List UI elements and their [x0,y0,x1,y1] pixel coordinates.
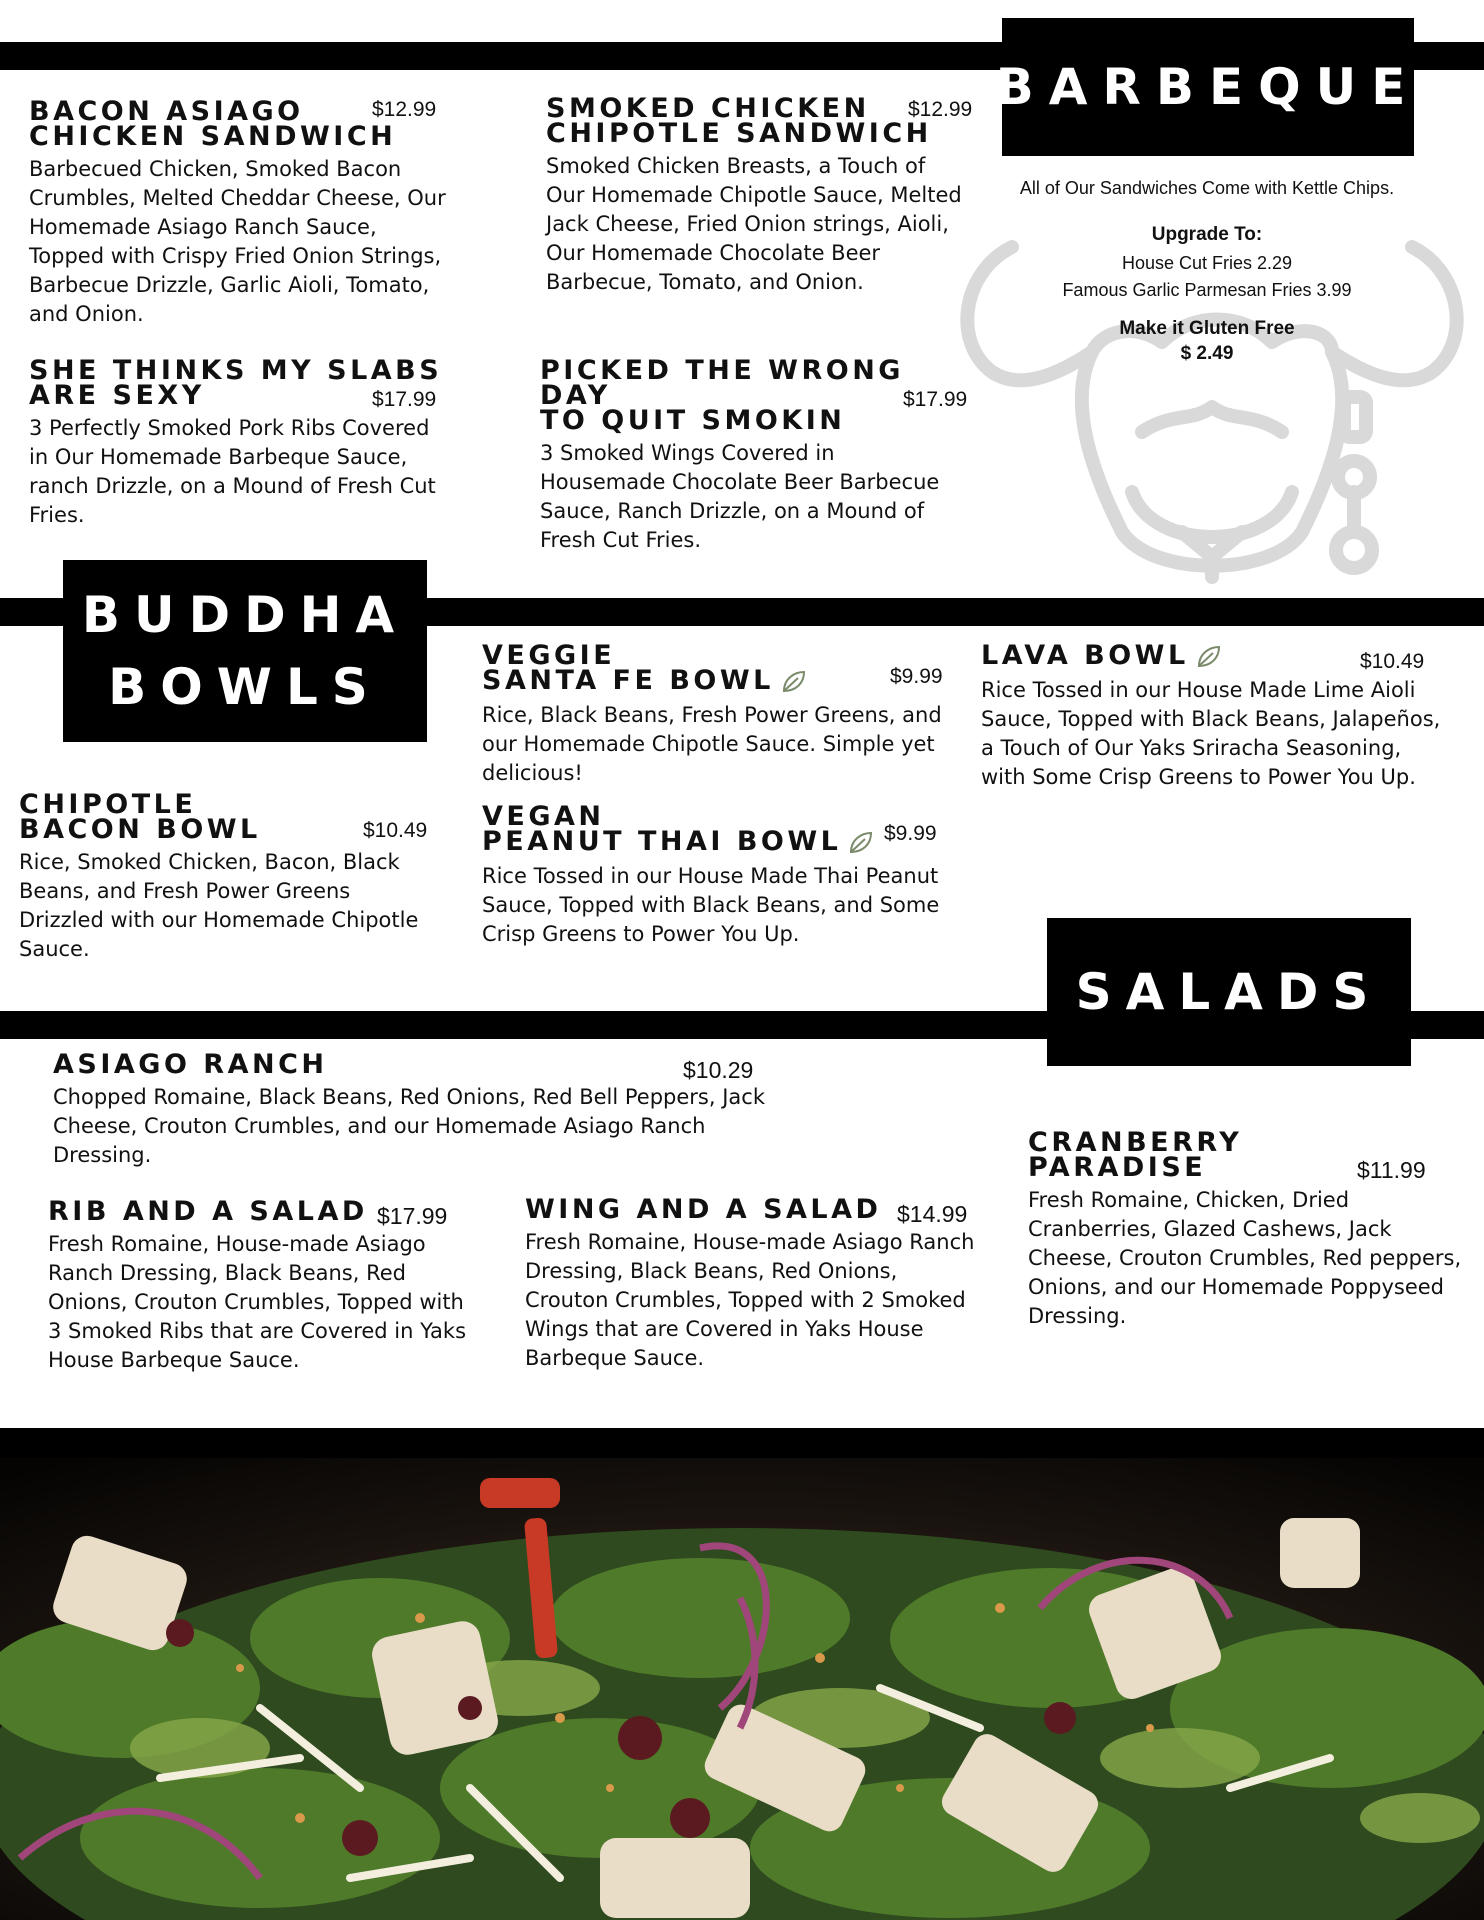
barbeque-header [995,18,1421,156]
buddha-title-line2: BOWLS [108,658,382,716]
item-name: RIB AND A SALAD [48,1196,368,1227]
item-description: 3 Smoked Wings Covered in Housemade Chocolate Beer Barbecue Sauce, Ranch Drizzle, on a Mound of Fresh Cut Fries. [540,441,940,552]
item-price: $17.99 [372,388,437,411]
item-description: Fresh Romaine, House-made Asiago Ranch Dressing, Black Beans, Red Onions, Crouton Crumbles, Topped with 3 Smoked Ribs that are Covered in Yaks House Barbeque Sauce. [48,1232,467,1372]
menu-item-chipotle-bacon-bowl [19,789,439,964]
item-description: Smoked Chicken Breasts, a Touch of Our Homemade Chipotle Sauce, Melted Jack Cheese, Fried Onion strings, Aioli, Our Homemade Chocolate Beer Barbecue, Tomato, and Onion. [546,154,962,294]
salads-header [1047,918,1411,1066]
leaf-icon [847,830,875,856]
barbeque-title: BARBEQUE [995,58,1421,116]
item-description: Rice Tossed in our House Made Lime Aioli Sauce, Topped with Black Beans, Jalapeños, a Touch of Our Yaks Sriracha Seasoning, with Some Crisp Greens to Power You Up. [981,677,1441,789]
item-price: $12.99 [908,98,973,121]
item-name: VEGAN PEANUT THAI BOWL [482,801,842,857]
item-name: PICKED THE WRONG DAY TO QUIT SMOKIN [540,355,904,436]
item-name: WING AND A SALAD [525,1194,882,1225]
item-name: BACON ASIAGO CHICKEN SANDWICH [29,96,397,152]
menu-item-smoked-chicken-chipotle [546,93,966,297]
item-price: $17.99 [377,1203,448,1229]
item-description: Chopped Romaine, Black Beans, Red Onions, Red Bell Peppers, Jack Cheese, Crouton Crumbles, and our Homemade Asiago Ranch Dressing. [53,1085,765,1167]
salads-title: SALADS [1075,963,1383,1021]
item-name: CHIPOTLE BACON BOWL [19,789,261,845]
menu-item-slabs [29,355,459,530]
item-price: $10.49 [363,819,428,842]
item-name: ASIAGO RANCH [53,1049,328,1080]
upgrade-title: Upgrade To: [1151,224,1263,245]
item-description: 3 Perfectly Smoked Pork Ribs Covered in Our Homemade Barbeque Sauce, ranch Drizzle, on a Mound of Fresh Cut Fries. [29,416,436,527]
item-price: $9.99 [884,822,937,845]
item-name: CRANBERRY PARADISE [1028,1127,1243,1183]
item-price: $12.99 [372,98,437,121]
menu-item-bacon-asiago [29,96,449,329]
gluten-free-price: $ 2.49 [1180,343,1234,364]
menu-item-asiago-ranch [53,1049,793,1170]
item-name-wrap [482,801,942,857]
chips-note: All of Our Sandwiches Come with Kettle Chips. [1019,178,1395,198]
item-price: $10.29 [683,1057,754,1083]
item-name: SHE THINKS MY SLABS ARE SEXY [29,355,443,411]
item-price: $10.49 [1360,650,1425,673]
leaf-icon [1195,644,1223,670]
item-description: Rice, Smoked Chicken, Bacon, Black Beans, and Fresh Power Greens Drizzled with our Homemade Chipotle Sauce. [19,850,419,961]
item-description: Fresh Romaine, House-made Asiago Ranch Dressing, Black Beans, Red Onions, Crouton Crumbles, Topped with 2 Smoked Wings that are Covered in Yaks House Barbeque Sauce. [525,1230,975,1370]
upgrade-fries: House Cut Fries 2.29 [1121,253,1293,273]
upgrade-garlic-fries: Famous Garlic Parmesan Fries 3.99 [1062,280,1352,300]
item-description: Rice, Black Beans, Fresh Power Greens, and our Homemade Chipotle Sauce. Simple yet delicious! [482,702,942,785]
item-price: $11.99 [1357,1157,1426,1183]
item-description: Fresh Romaine, Chicken, Dried Cranberries, Glazed Cashews, Jack Cheese, Crouton Crumbles, Red peppers, Onions, and our Homemade Poppyseed Dressing. [1028,1188,1462,1328]
menu-item-vegan-peanut-thai [482,801,942,949]
buddha-bowls-header [63,560,427,742]
buddha-title-line1: BUDDHA [81,586,409,644]
salad-photo [0,1458,1484,1920]
item-name: SMOKED CHICKEN CHIPOTLE SANDWICH [546,93,932,149]
item-price: $14.99 [897,1201,968,1227]
gluten-free-label: Make it Gluten Free [1119,318,1295,339]
item-price: $9.99 [890,665,943,688]
item-name: VEGGIE SANTA FE BOWL [482,640,774,696]
item-name-wrap [482,640,942,696]
item-description: Barbecued Chicken, Smoked Bacon Crumbles, Melted Cheddar Cheese, Our Homemade Asiago Ranch Sauce, Topped with Crispy Fried Onion Strings, Barbecue Drizzle, Garlic Aioli, Tomato, and Onion. [29,157,446,326]
leaf-icon [780,669,808,695]
photo-band [0,1428,1484,1460]
menu-item-veggie-santa-fe [482,640,942,788]
item-name: LAVA BOWL [981,640,1189,671]
item-price: $17.99 [903,388,968,411]
item-description: Rice Tossed in our House Made Thai Peanut Sauce, Topped with Black Beans, and Some Crisp Greens to Power You Up. [482,863,940,946]
